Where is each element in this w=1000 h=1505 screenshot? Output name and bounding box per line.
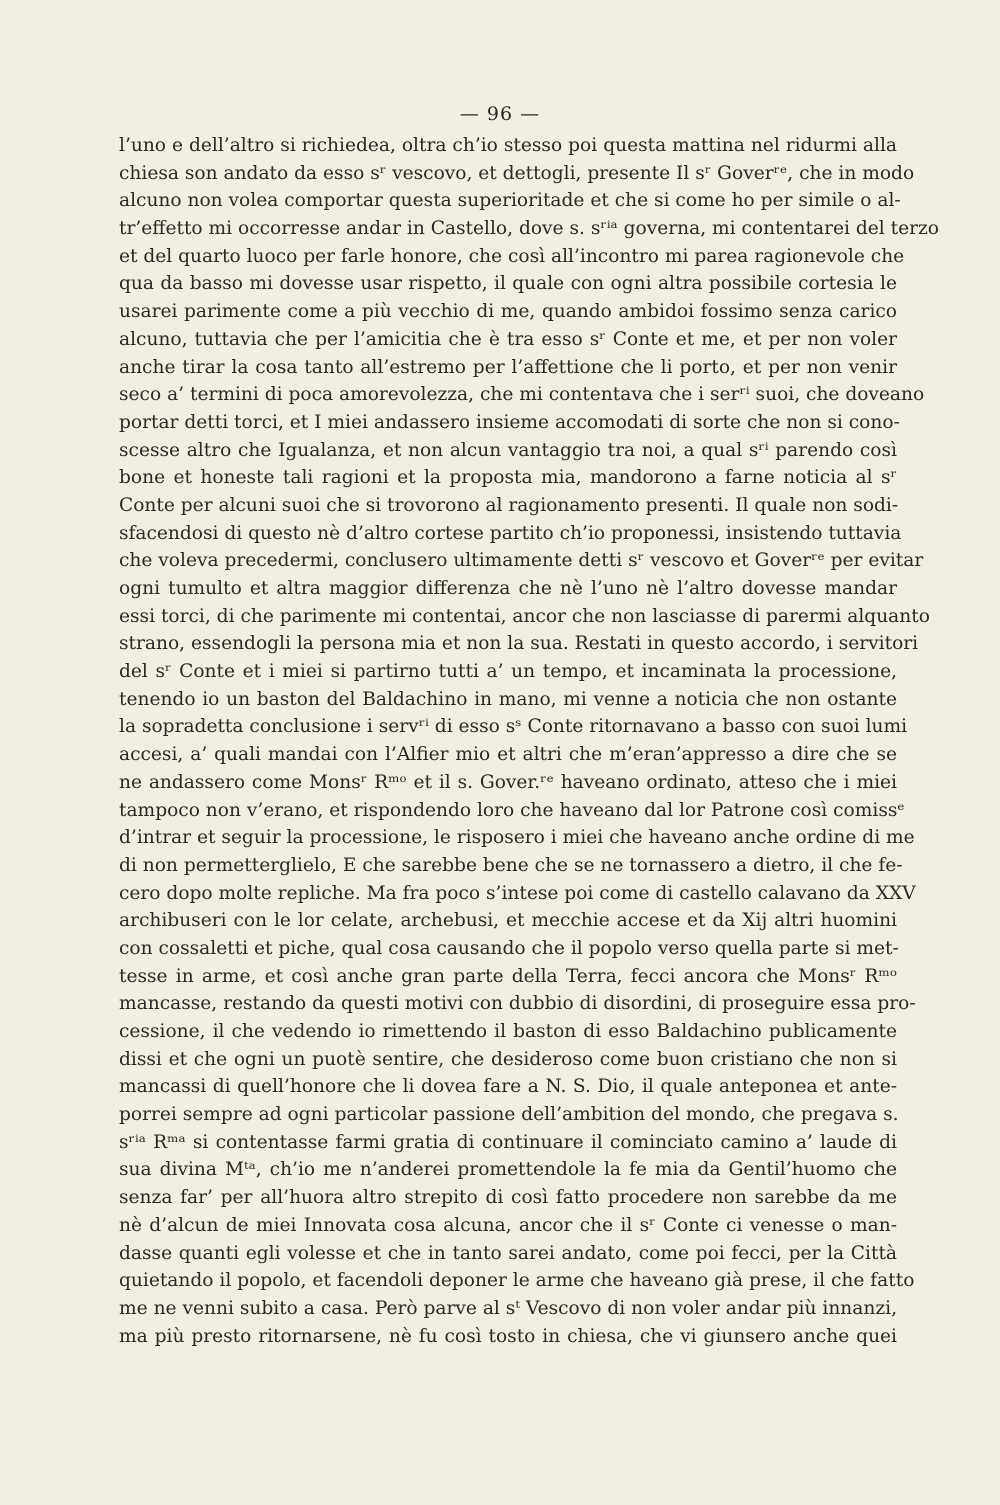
text-line: me ne venni subito a casa. Però parve al sᵗ Vescovo di non voler andar più innanzi, [119, 1297, 897, 1319]
text-line: cessione, il che vedendo io rimettendo il baston di esso Baldachino publicamente [119, 1021, 897, 1042]
text-line: sʳⁱᵃ Rᵐᵃ si contentasse farmi gratia di continuare il cominciato camino a’ laude di [119, 1131, 897, 1153]
text-line: mancasse, restando da questi motivi con dubbio di disordini, di proseguire essa pro- [119, 993, 916, 1015]
text-line: del sʳ Conte et i miei si partirno tutti a’ un tempo, et incaminata la processione, [119, 661, 897, 683]
text-line: porrei sempre ad ogni particolar passione dell’ambition del mondo, che pregava s. [119, 1104, 899, 1126]
text-line: sua divina Mᵗᵃ, ch’io me n’anderei promettendole la fe mia da Gentil’huomo che [119, 1159, 897, 1181]
text-line: alcuno non volea comportar questa superioritade et che si come ho per simile o al- [119, 190, 901, 212]
text-line: ma più presto ritornarsene, nè fu così tosto in chiesa, che vi giunsero anche quei [119, 1325, 897, 1347]
text-line: accesi, a’ quali mandai con l’Alfier mio et altri che m’eran’appresso a dire che se [119, 744, 897, 766]
text-line: essi torci, di che parimente mi contentai, ancor che non lasciasse di parermi alquanto [119, 605, 930, 627]
text-line: l’uno e dell’altro si richiedea, oltra ch’io stesso poi questa mattina nel ridurmi alla [119, 135, 897, 156]
text-line: cero dopo molte repliche. Ma fra poco s’intese poi come di castello calavano da XXV [119, 882, 916, 904]
text-line: ogni tumulto et altra maggior differenza che nè l’uno nè l’altro dovesse mandar [119, 578, 897, 599]
text-line: seco a’ termini di poca amorevolezza, che mi contentava che i serʳⁱ suoi, che doveano [119, 384, 925, 406]
text-line: tesse in arme, et così anche gran parte della Terra, fecci ancora che Monsʳ Rᵐᵒ [119, 965, 897, 987]
text-line: d’intrar et seguir la processione, le risposero i miei che haveano anche ordine di me [119, 827, 915, 849]
text-line: tr’effetto mi occorresse andar in Castello, dove s. sʳⁱᵃ governa, mi contentarei del terzo [119, 218, 939, 240]
text-line: con cossaletti et piche, qual cosa causando che il popolo verso quella parte si met- [119, 937, 899, 959]
text-line: alcuno, tuttavia che per l’amicitia che è tra esso sʳ Conte et me, et per non voler [119, 328, 897, 350]
text-line: scesse altro che Igualanza, et non alcun vantaggio tra noi, a qual sʳⁱ parendo così [119, 439, 897, 461]
text-line: mancassi di quell’honore che li dovea fare a N. S. Dio, il quale anteponea et ante- [119, 1076, 897, 1098]
text-line: usarei parimente come a più vecchio di me, quando ambidoi fossimo senza carico [119, 301, 897, 323]
text-line: tenendo io un baston del Baldachino in mano, mi venne a noticia che non ostante [119, 688, 897, 710]
text-line: tampoco non v’erano, et rispondendo loro che haveano dal lor Patrone così comissᵉ [119, 799, 905, 821]
text-line: strano, essendogli la persona mia et non la sua. Restati in questo accordo, i servitori [119, 633, 919, 655]
text-line: nè d’alcun de miei Innovata cosa alcuna, ancor che il sʳ Conte ci venesse o man- [119, 1214, 897, 1236]
text-line: qua da basso mi dovesse usar rispetto, il quale con ogni altra possibile cortesia le [119, 273, 897, 295]
text-line: archibuseri con le lor celate, archebusi, et mecchie accese et da Xij altri huomini [119, 910, 897, 932]
text-line: la sopradetta conclusione i servʳⁱ di esso sˢ Conte ritornavano a basso con suoi lumi [119, 716, 908, 738]
text-line: anche tirar la cosa tanto all’estremo per l’affettione che li porto, et per non venir [119, 356, 897, 378]
text-line: senza far’ per all’huora altro strepito di così fatto procedere non sarebbe da me [119, 1187, 897, 1209]
text-line: et del quarto luoco per farle honore, che così all’incontro mi parea ragionevole che [119, 245, 905, 267]
text-line: che voleva precedermi, conclusero ultimamente detti sʳ vescovo et Goverʳᵉ per evitar [119, 550, 924, 572]
text-line: quietando il popolo, et facendoli deponer le arme che haveano già prese, il che fatto [119, 1270, 915, 1292]
text-line: bone et honeste tali ragioni et la proposta mia, mandorono a farne noticia al sʳ [119, 467, 897, 489]
text-line: portar detti torci, et I miei andassero insieme accomodati di sorte che non si cono- [119, 411, 900, 433]
text-line: dasse quanti egli volesse et che in tanto sarei andato, come poi fecci, per la Città [119, 1242, 897, 1264]
body-text [119, 132, 939, 1350]
page-number: — 96 — [459, 103, 541, 125]
text-line: dissi et che ogni un puotè sentire, che desideroso come buon cristiano che non si [119, 1048, 897, 1070]
text-line: chiesa son andato da esso sʳ vescovo, et dettogli, presente Il sʳ Goverʳᵉ, che in modo [119, 162, 915, 184]
text-line: ne andassero come Monsʳ Rᵐᵒ et il s. Gover.ʳᵉ haveano ordinato, atteso che i miei [119, 771, 897, 793]
text-line: sfacendosi di questo nè d’altro cortese partito ch’io proponessi, insistendo tuttavia [119, 522, 902, 544]
text-line: Conte per alcuni suoi che si trovorono al ragionamento presenti. Il quale non sodi- [119, 494, 899, 516]
text-line: di non permetterglielo, E che sarebbe bene che se ne tornassero a dietro, il che fe- [119, 854, 903, 876]
